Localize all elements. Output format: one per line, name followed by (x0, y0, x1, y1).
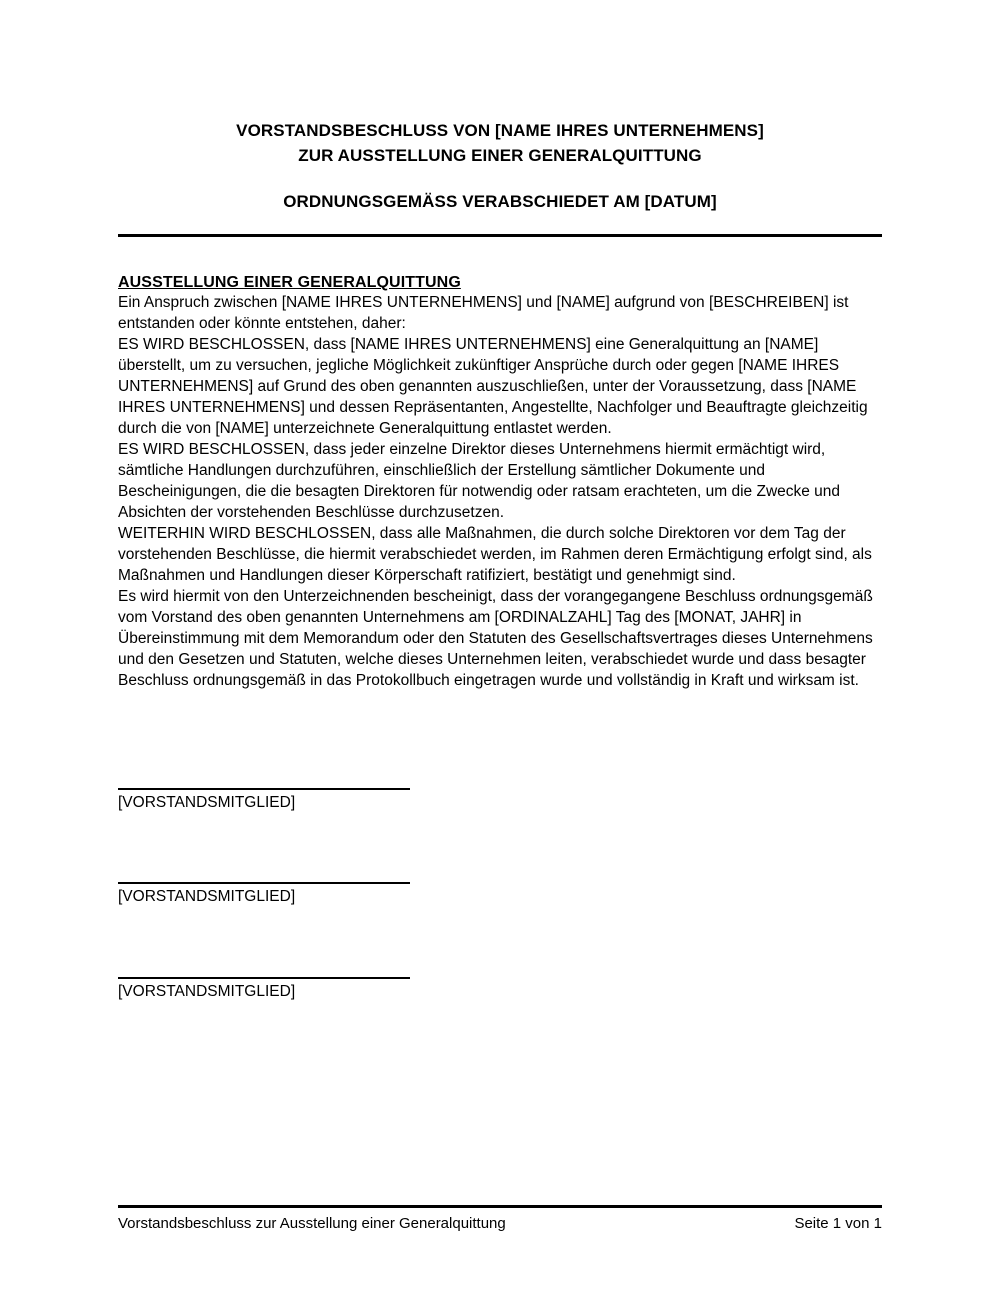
paragraph-certification: Es wird hiermit von den Unterzeichnenden bescheinigt, dass der vorangegangene Beschluss ordnungsgemäß vom Vorstand des oben genannten Unternehmens am [ORDINALZAHL] Tag des [MONAT, JAHR] in Übereinstimmung mit dem Memorandum oder den Statuten des Gesellschaftsvertrages dieses Unternehmens und den Gesetzen und Statuten, welche dieses Unternehmen leiten, verabschiedet wurde und dass besagter Beschluss ordnungsgemäß in das Protokollbuch eingetragen wurde und vollständig in Kraft und wirksam ist. (118, 588, 873, 689)
signature-block (118, 977, 410, 1002)
signature-label: [VORSTANDSMITGLIED] (118, 888, 296, 905)
signature-block (118, 788, 410, 813)
title-line-2: ZUR AUSSTELLUNG EINER GENERALQUITTUNG (298, 146, 702, 165)
title-line-1: VORSTANDSBESCHLUSS VON [NAME IHRES UNTERNEHMENS] (236, 121, 764, 140)
footer-document-name: Vorstandsbeschluss zur Ausstellung einer Generalquittung (118, 1215, 506, 1232)
document-subtitle: ORDNUNGSGEMÄSS VERABSCHIEDET AM [DATUM] (283, 192, 717, 211)
footer (118, 1205, 882, 1233)
signature-label: [VORSTANDSMITGLIED] (118, 983, 296, 1000)
section-heading: AUSSTELLUNG EINER GENERALQUITTUNG (118, 274, 461, 291)
paragraph-resolution-2: ES WIRD BESCHLOSSEN, dass jeder einzelne Direktor dieses Unternehmens hiermit ermächtigt wird, sämtliche Handlungen durchzuführen, einschließlich der Erstellung sämtlicher Dokumente und Bescheinigungen, die die besagten Direktoren für notwendig oder ratsam erachteten, um die Zwecke und Absichten der vorstehenden Beschlüsse durchzusetzen. (118, 441, 841, 521)
signature-label: [VORSTANDSMITGLIED] (118, 794, 296, 811)
paragraph-resolution-1: ES WIRD BESCHLOSSEN, dass [NAME IHRES UNTERNEHMENS] eine Generalquittung an [NAME] überstellt, um zu versuchen, jegliche Möglichkeit zukünftiger Ansprüche durch oder gegen [NAME IHRES UNTERNEHMENS] auf Grund des oben genannten auszuschließen, unter der Voraussetzung, dass [NAME IHRES UNTERNEHMENS] und dessen Repräsentanten, Angestellte, Nachfolger und Beauftragte gleichzeitig durch die von [NAME] unterzeichnete Generalquittung entlastet werden. (118, 336, 868, 437)
paragraph-intro: Ein Anspruch zwischen [NAME IHRES UNTERNEHMENS] und [NAME] aufgrund von [BESCHREIBEN] ist entstanden oder könnte entstehen, daher: (118, 294, 849, 332)
document-title (118, 0, 882, 168)
signature-block (118, 882, 410, 907)
footer-page-number: Seite 1 von 1 (794, 1215, 882, 1232)
paragraph-resolution-3: WEITERHIN WIRD BESCHLOSSEN, dass alle Maßnahmen, die durch solche Direktoren vor dem Tag der vorstehenden Beschlüsse, die hiermit verabschiedet werden, im Rahmen deren Ermächtigung erfolgt sind, als Maßnahmen und Handlungen dieser Körperschaft ratifiziert, bestätigt und genehmigt sind. (118, 525, 872, 584)
title-divider (118, 234, 882, 237)
